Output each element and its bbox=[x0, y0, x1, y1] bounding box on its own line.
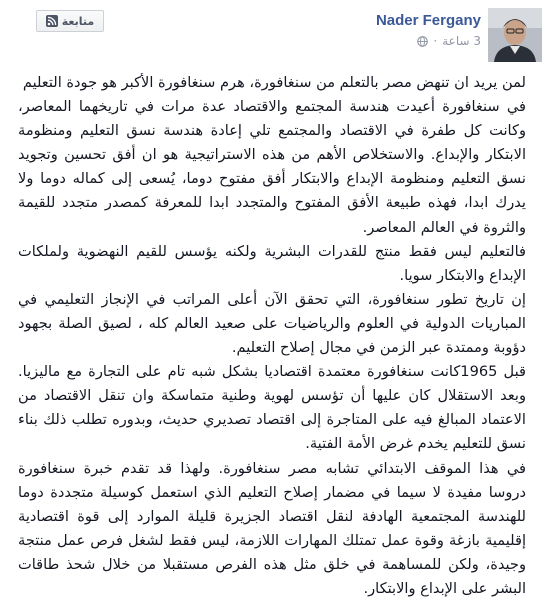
post-paragraph: فالتعليم ليس فقط منتج للقدرات البشرية ولكنه يؤسس للقيم النهضوية ولملكات الإبداع والابتكار سويا. bbox=[18, 240, 526, 288]
follow-button[interactable] bbox=[36, 10, 104, 32]
rss-icon bbox=[46, 15, 58, 27]
post-paragraph: في سنغافورة أعيدت هندسة المجتمع والاقتصاد عدة مرات في تاريخهما المعاصر، وكانت كل طفرة في الاقتصاد والمجتمع تلي إعادة هندسة نسق التعليم ومنظومة الابتكار والإبداع. والاستخلاص الأهم من هذه الاستراتيجية هو ان أفق تحسين وتجويد نسق التعليم ومنظومة الإبداع والابتكار أفق مفتوح دوما، يُسعى إلى كماله دوما ولا يدرك ابدا، فهذه طبيعة الأفق المفتوح والمتجدد ابدا للمعرفة كمصدر متجدد للقيمة والثروة في العالم المعاصر. bbox=[18, 95, 526, 240]
post-text bbox=[18, 71, 526, 601]
author-name[interactable]: Nader Fergany bbox=[376, 12, 481, 29]
avatar-photo bbox=[488, 8, 542, 62]
author-avatar[interactable] bbox=[488, 8, 542, 62]
meta-separator: · bbox=[433, 34, 437, 48]
globe-icon[interactable] bbox=[417, 36, 428, 47]
post-meta bbox=[417, 34, 481, 48]
post-paragraph: قبل 1965كانت سنغافورة معتمدة اقتصاديا بشكل شبه تام على التجارة مع ماليزيا. وبعد الاستقلال كان عليها أن تؤسس لهوية وطنية متماسكة وان تنقل الاقتصاد من الاعتماد المبالغ فيه على المتاجرة إلى اقتصاد تصديري حديث، وبدوره تطلب ذلك بناء نسق للتعليم يخدم غرض الأمة الفتية. bbox=[18, 360, 526, 456]
timestamp[interactable]: 3 ساعة bbox=[442, 34, 481, 48]
follow-label: متابعة bbox=[62, 15, 94, 28]
post-paragraph: في هذا الموقف الابتدائي تشابه مصر سنغافورة. ولهذا قد تقدم خبرة سنغافورة دروسا مفيدة لا سيما في مضمار إصلاح التعليم الذي استعمل كوسيلة متجددة دوما للهندسة المجتمعية الهادفة لنقل اقتصاد الجزيرة قليلة الموارد إلى قوة اقتصادية إقليمية بازغة وقوة عمل تمتلك المهارات اللازمة، ليس فقط لشغل فرص عمل منتجة وجيدة، ولكن للمساهمة في خلق مثل هذه الفرص مستقبلا من خلال شحذ طاقات البشر على الإبداع والابتكار. bbox=[18, 457, 526, 601]
post-paragraph: إن تاريخ تطور سنغافورة، التي تحقق الآن أعلى المراتب في الإنجاز التعليمي في المباريات الدولية في العلوم والرياضيات على صعيد العالم كله ، لصيق الصلة بجهود دؤوبة وممتدة عبر الزمن في مجال إصلاح التعليم. bbox=[18, 288, 526, 360]
post-paragraph: لمن يريد ان تنهض مصر بالتعلم من سنغافورة، هرم سنغافورة الأكبر هو جودة التعليم bbox=[18, 71, 526, 95]
